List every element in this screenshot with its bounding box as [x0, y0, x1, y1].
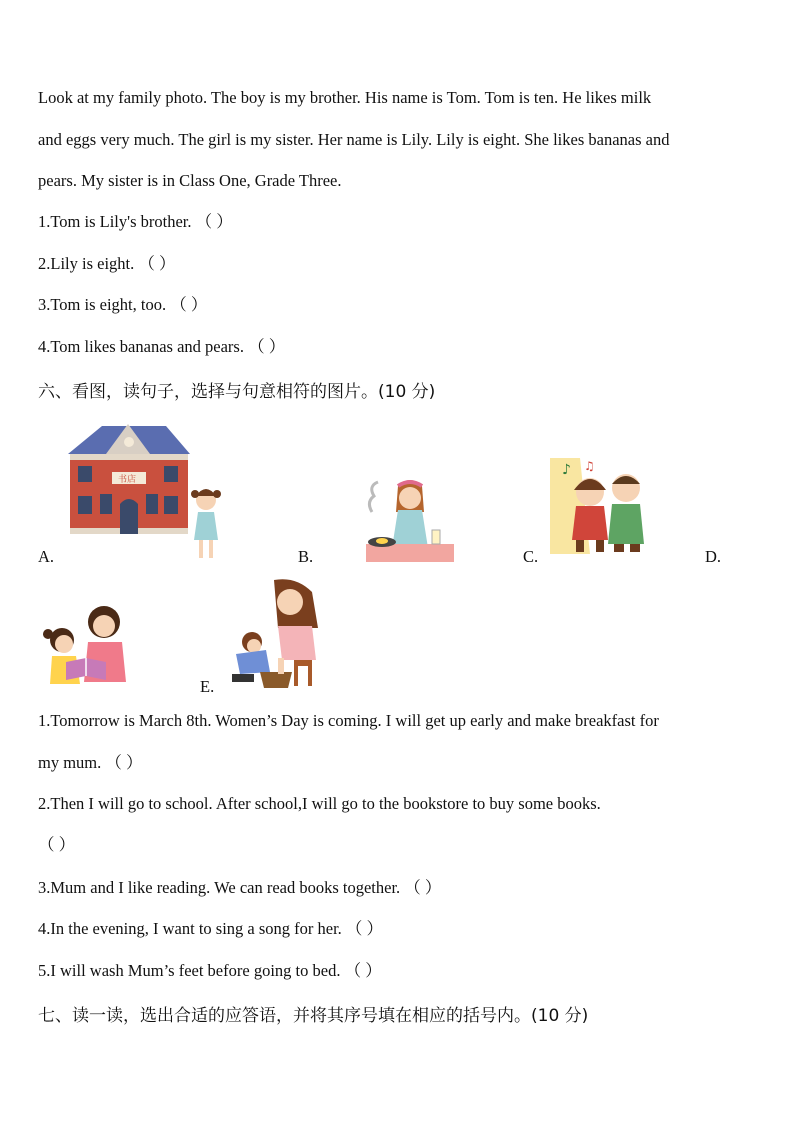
- bookstore-picture: [62, 416, 227, 564]
- option-label-e: E.: [200, 677, 215, 696]
- sentence-2-line-2: （ ）: [38, 835, 76, 854]
- judge-question-3: 3.Tom is eight, too. （ ）: [38, 295, 208, 314]
- option-label-c: C.: [523, 547, 539, 566]
- section-6-title: 六、看图，读句子，选择与句意相符的图片。(10 分): [38, 382, 436, 402]
- passage-line-3: pears. My sister is in Class One, Grade Three.: [38, 171, 342, 190]
- washing-feet-picture: [226, 576, 326, 690]
- judge-question-1: 1.Tom is Lily's brother. （ ）: [38, 212, 233, 231]
- option-label-a: A.: [38, 547, 55, 566]
- judge-question-2: 2.Lily is eight. （ ）: [38, 254, 176, 273]
- sentence-2-line-1: 2.Then I will go to school. After school,I will go to the bookstore to buy some books.: [38, 794, 601, 813]
- section-7-title: 七、读一读，选出合适的应答语，并将其序号填在相应的括号内。(10 分): [38, 1006, 589, 1026]
- passage-line-1: Look at my family photo. The boy is my brother. His name is Tom. Tom is ten. He likes milk: [38, 88, 652, 107]
- singing-picture: [550, 458, 650, 558]
- passage-line-2: and eggs very much. The girl is my sister. Her name is Lily. Lily is eight. She likes bananas and: [38, 130, 670, 149]
- bookstore-sign: 书店: [118, 475, 137, 485]
- sentence-3: 3.Mum and I like reading. We can read books together. （ ）: [38, 878, 442, 897]
- reading-picture: [40, 600, 130, 690]
- sentence-4: 4.In the evening, I want to sing a song for her. （ ）: [38, 919, 384, 938]
- music-note-icon: ♪: [562, 462, 571, 478]
- sentence-1-line-2: my mum. （ ）: [38, 753, 143, 772]
- option-label-b: B.: [298, 547, 314, 566]
- cooking-picture: [358, 472, 458, 564]
- option-label-d: D.: [705, 547, 722, 566]
- music-note-icon: ♫: [584, 459, 595, 473]
- sentence-1-line-1: 1.Tomorrow is March 8th. Women’s Day is coming. I will get up early and make breakfast for: [38, 711, 659, 730]
- sentence-5: 5.I will wash Mum’s feet before going to bed. （ ）: [38, 961, 382, 980]
- judge-question-4: 4.Tom likes bananas and pears. （ ）: [38, 337, 286, 356]
